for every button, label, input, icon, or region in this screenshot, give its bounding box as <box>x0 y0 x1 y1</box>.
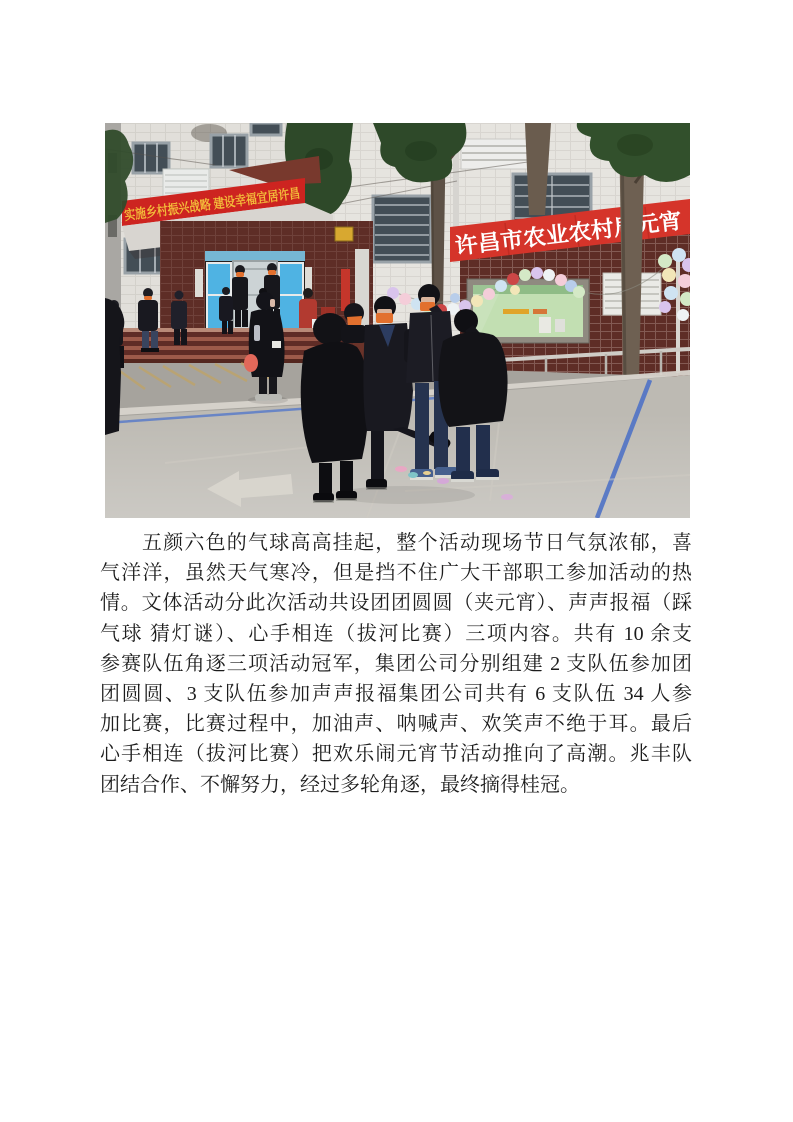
street-banner-text: 许昌市农业农村局元宵 <box>453 208 676 259</box>
article-line: 团结合作、不懈努力，经过多轮角逐，最终摘得桂冠。 <box>100 773 580 796</box>
article-line: 参赛队伍角逐三项活动冠军，集团公司分别组建 2 支队伍参加团 <box>100 652 692 675</box>
article-line: 加比赛，比赛过程中，加油声、呐喊声、欢笑声不绝于耳。最后 <box>100 713 692 736</box>
article-paragraph <box>100 528 692 800</box>
article-line: 团圆圆、3 支队伍参加声声报福集团公司共有 6 支队伍 34 人参 <box>100 683 692 706</box>
event-photo <box>105 123 690 518</box>
entrance-plaque <box>335 227 353 241</box>
article-line: 心手相连（拔河比赛）把欢乐闹元宵节活动推向了高潮。兆丰队 <box>100 743 692 766</box>
article-line: 五颜六色的气球高高挂起，整个活动现场节日气氛浓郁，喜 <box>142 532 692 554</box>
event-photo-scene <box>105 123 690 518</box>
awning-banner-text: 实施乡村振兴战略 建设幸福宜居许昌 <box>123 180 343 223</box>
article-line: 气球 猜灯谜）、心手相连（拔河比赛）三项内容。共有 10 余支 <box>100 622 692 645</box>
article-line: 气洋洋，虽然天气寒冷，但是挡不住广大干部职工参加活动的热 <box>100 562 692 585</box>
red-balloon <box>244 354 258 372</box>
article-line: 情。文体活动分此次活动共设团团圆圆（夹元宵）、声声报福（踩 <box>100 592 692 615</box>
